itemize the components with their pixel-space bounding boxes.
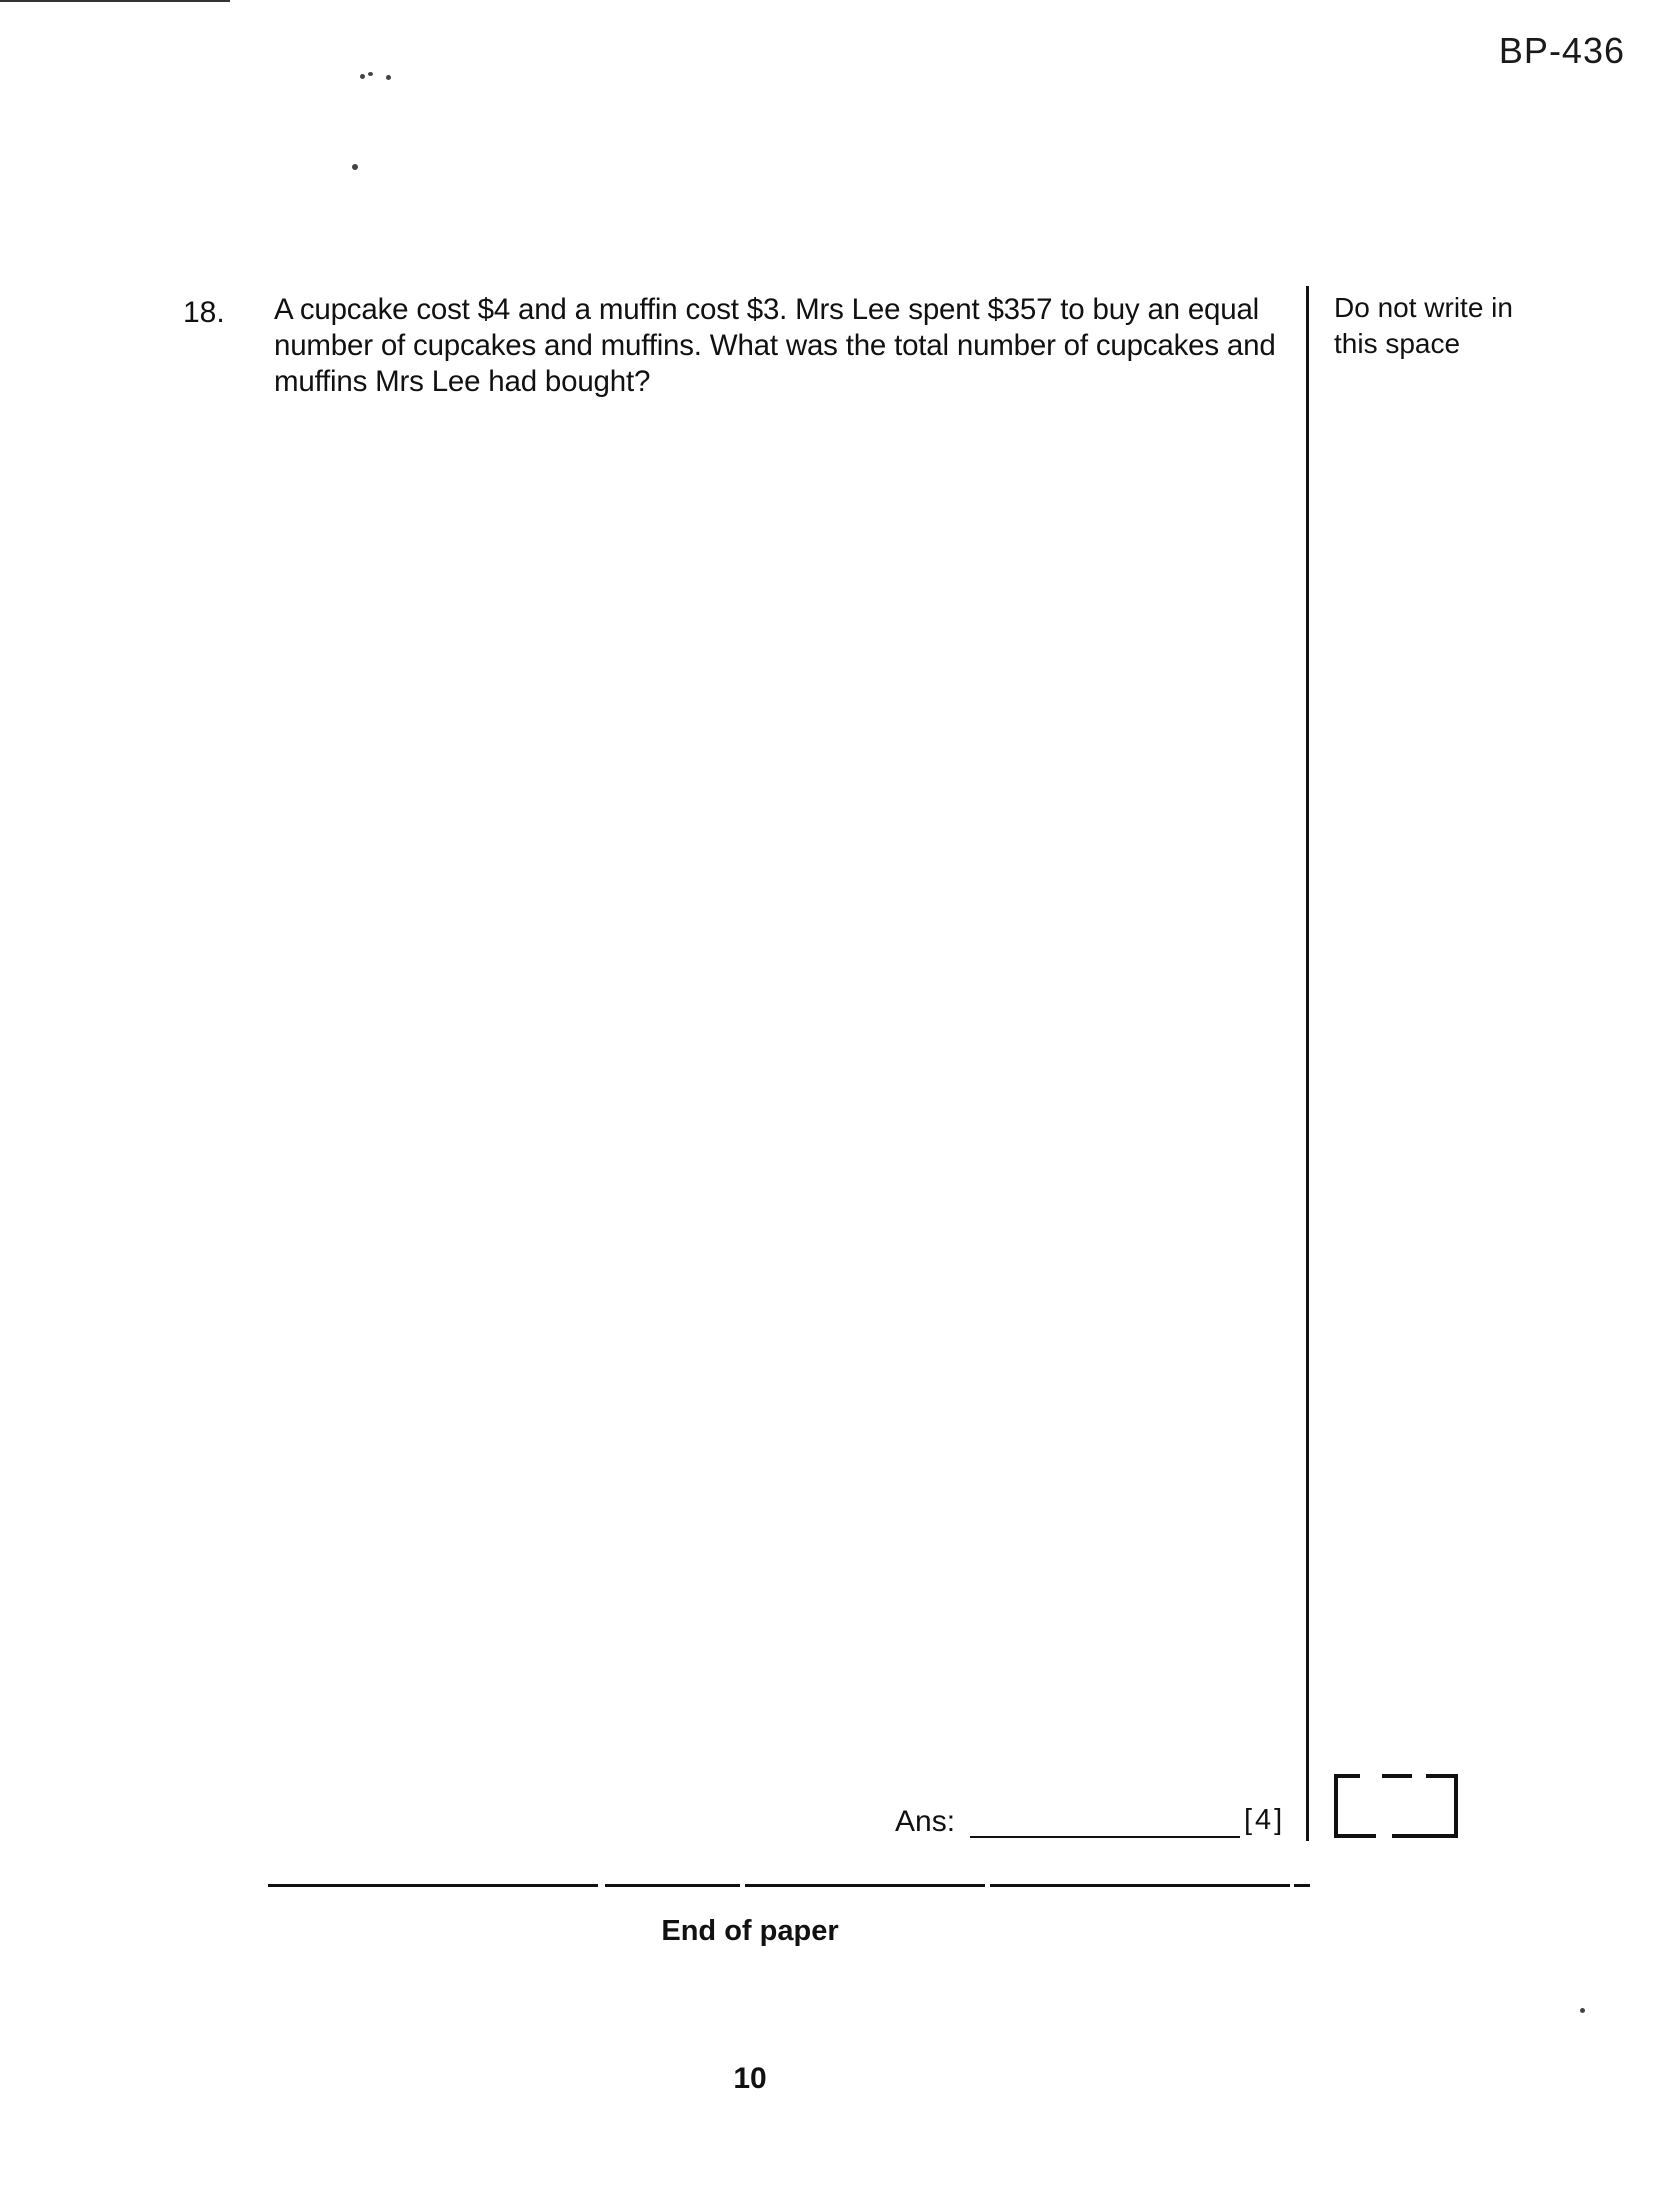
scan-speck: [1580, 2008, 1585, 2013]
top-edge-rule: [0, 0, 230, 2]
score-box[interactable]: [1334, 1774, 1458, 1838]
end-rule-segment: [268, 1884, 598, 1887]
end-rule-segment: [605, 1884, 740, 1887]
end-rule-segment: [1294, 1884, 1310, 1887]
end-of-paper: End of paper: [661, 1915, 839, 1947]
answer-label: Ans:: [895, 1805, 956, 1838]
scan-speck: [368, 72, 373, 76]
scan-speck: [360, 74, 365, 79]
scan-speck: [352, 164, 358, 170]
end-rule-segment: [745, 1884, 985, 1887]
answer-field[interactable]: [970, 1836, 1240, 1838]
paper-code: BP-436: [1498, 30, 1625, 71]
question-text: A cupcake cost $4 and a muffin cost $3. Mrs Lee spent $357 to buy an equal number of cupcakes and muffins. What was the total number of cupcakes and muffins Mrs Lee had bought?: [274, 293, 1276, 398]
page-number: 10: [733, 2062, 767, 2095]
margin-divider: [1306, 286, 1309, 1841]
marks-allocation: [4]: [1244, 1804, 1286, 1836]
scan-speck: [386, 75, 391, 80]
question-number: 18.: [183, 296, 225, 329]
score-box-gap: [1376, 1832, 1392, 1840]
end-rule-segment: [990, 1884, 1290, 1887]
margin-note: Do not write in this space: [1334, 292, 1513, 359]
